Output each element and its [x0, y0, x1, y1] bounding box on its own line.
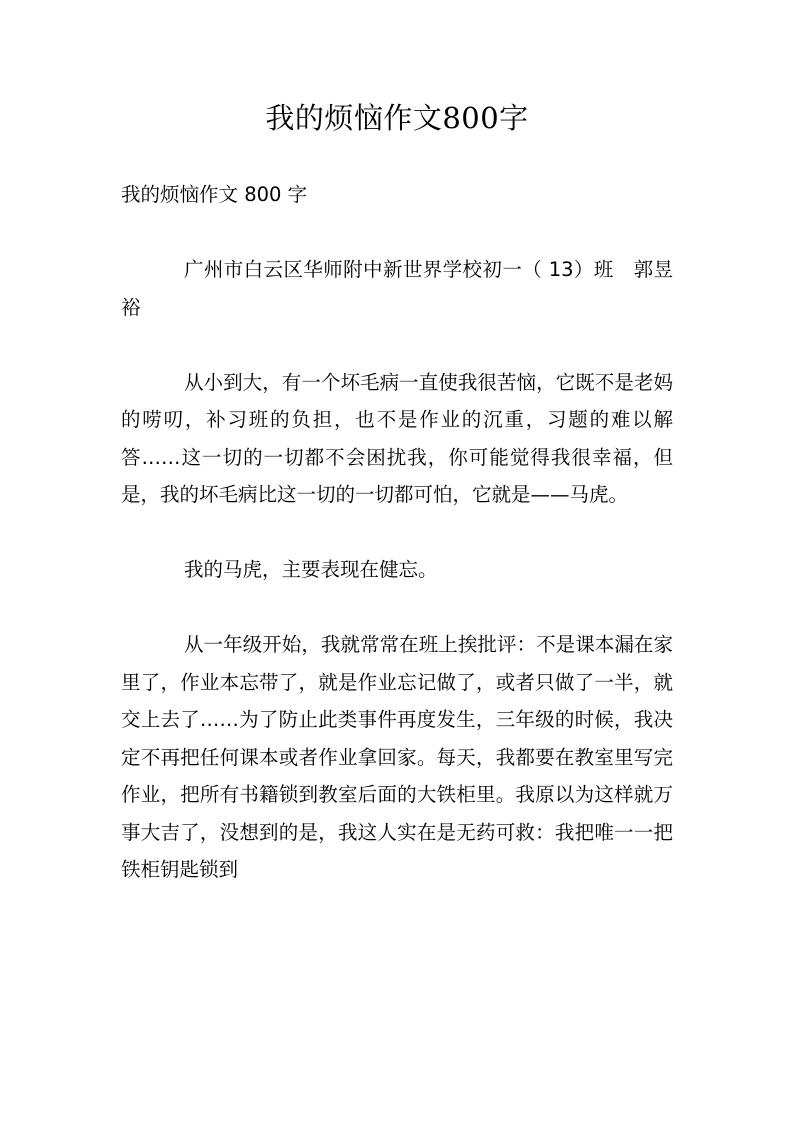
- document-subtitle: 我的烦恼作文 800 字: [121, 183, 308, 206]
- paragraph: 我的马虎，主要表现在健忘。: [184, 558, 438, 581]
- author-line: 广州市白云区华师附中新世界学校初一（ 13）班 郭昱裕: [121, 258, 673, 319]
- paragraph: 从小到大，有一个坏毛病一直使我很苦恼，它既不是老妈的唠叨，补习班的负担，也不是作业的沉重，习题的难以解答……这一切的一切都不会困扰我，你可能觉得我很幸福，但是，我的坏毛病比这一切的一切都可怕，它就是——马虎。: [121, 370, 673, 506]
- document-body: [121, 176, 673, 926]
- paragraph: 从一年级开始，我就常常在班上挨批评：不是课本漏在家里了，作业本忘带了，就是作业忘记做了，或者只做了一半，就交上去了……为了防止此类事件再度发生，三年级的时候，我决定不再把任何课本或者作业拿回家。每天，我都要在教室里写完作业，把所有书籍锁到教室后面的大铁柜里。我原以为这样就万事大吉了，没想到的是，我这人实在是无药可救：我把唯一一把铁柜钥匙锁到: [121, 633, 673, 881]
- document-title: 我的烦恼作文800字: [265, 101, 529, 135]
